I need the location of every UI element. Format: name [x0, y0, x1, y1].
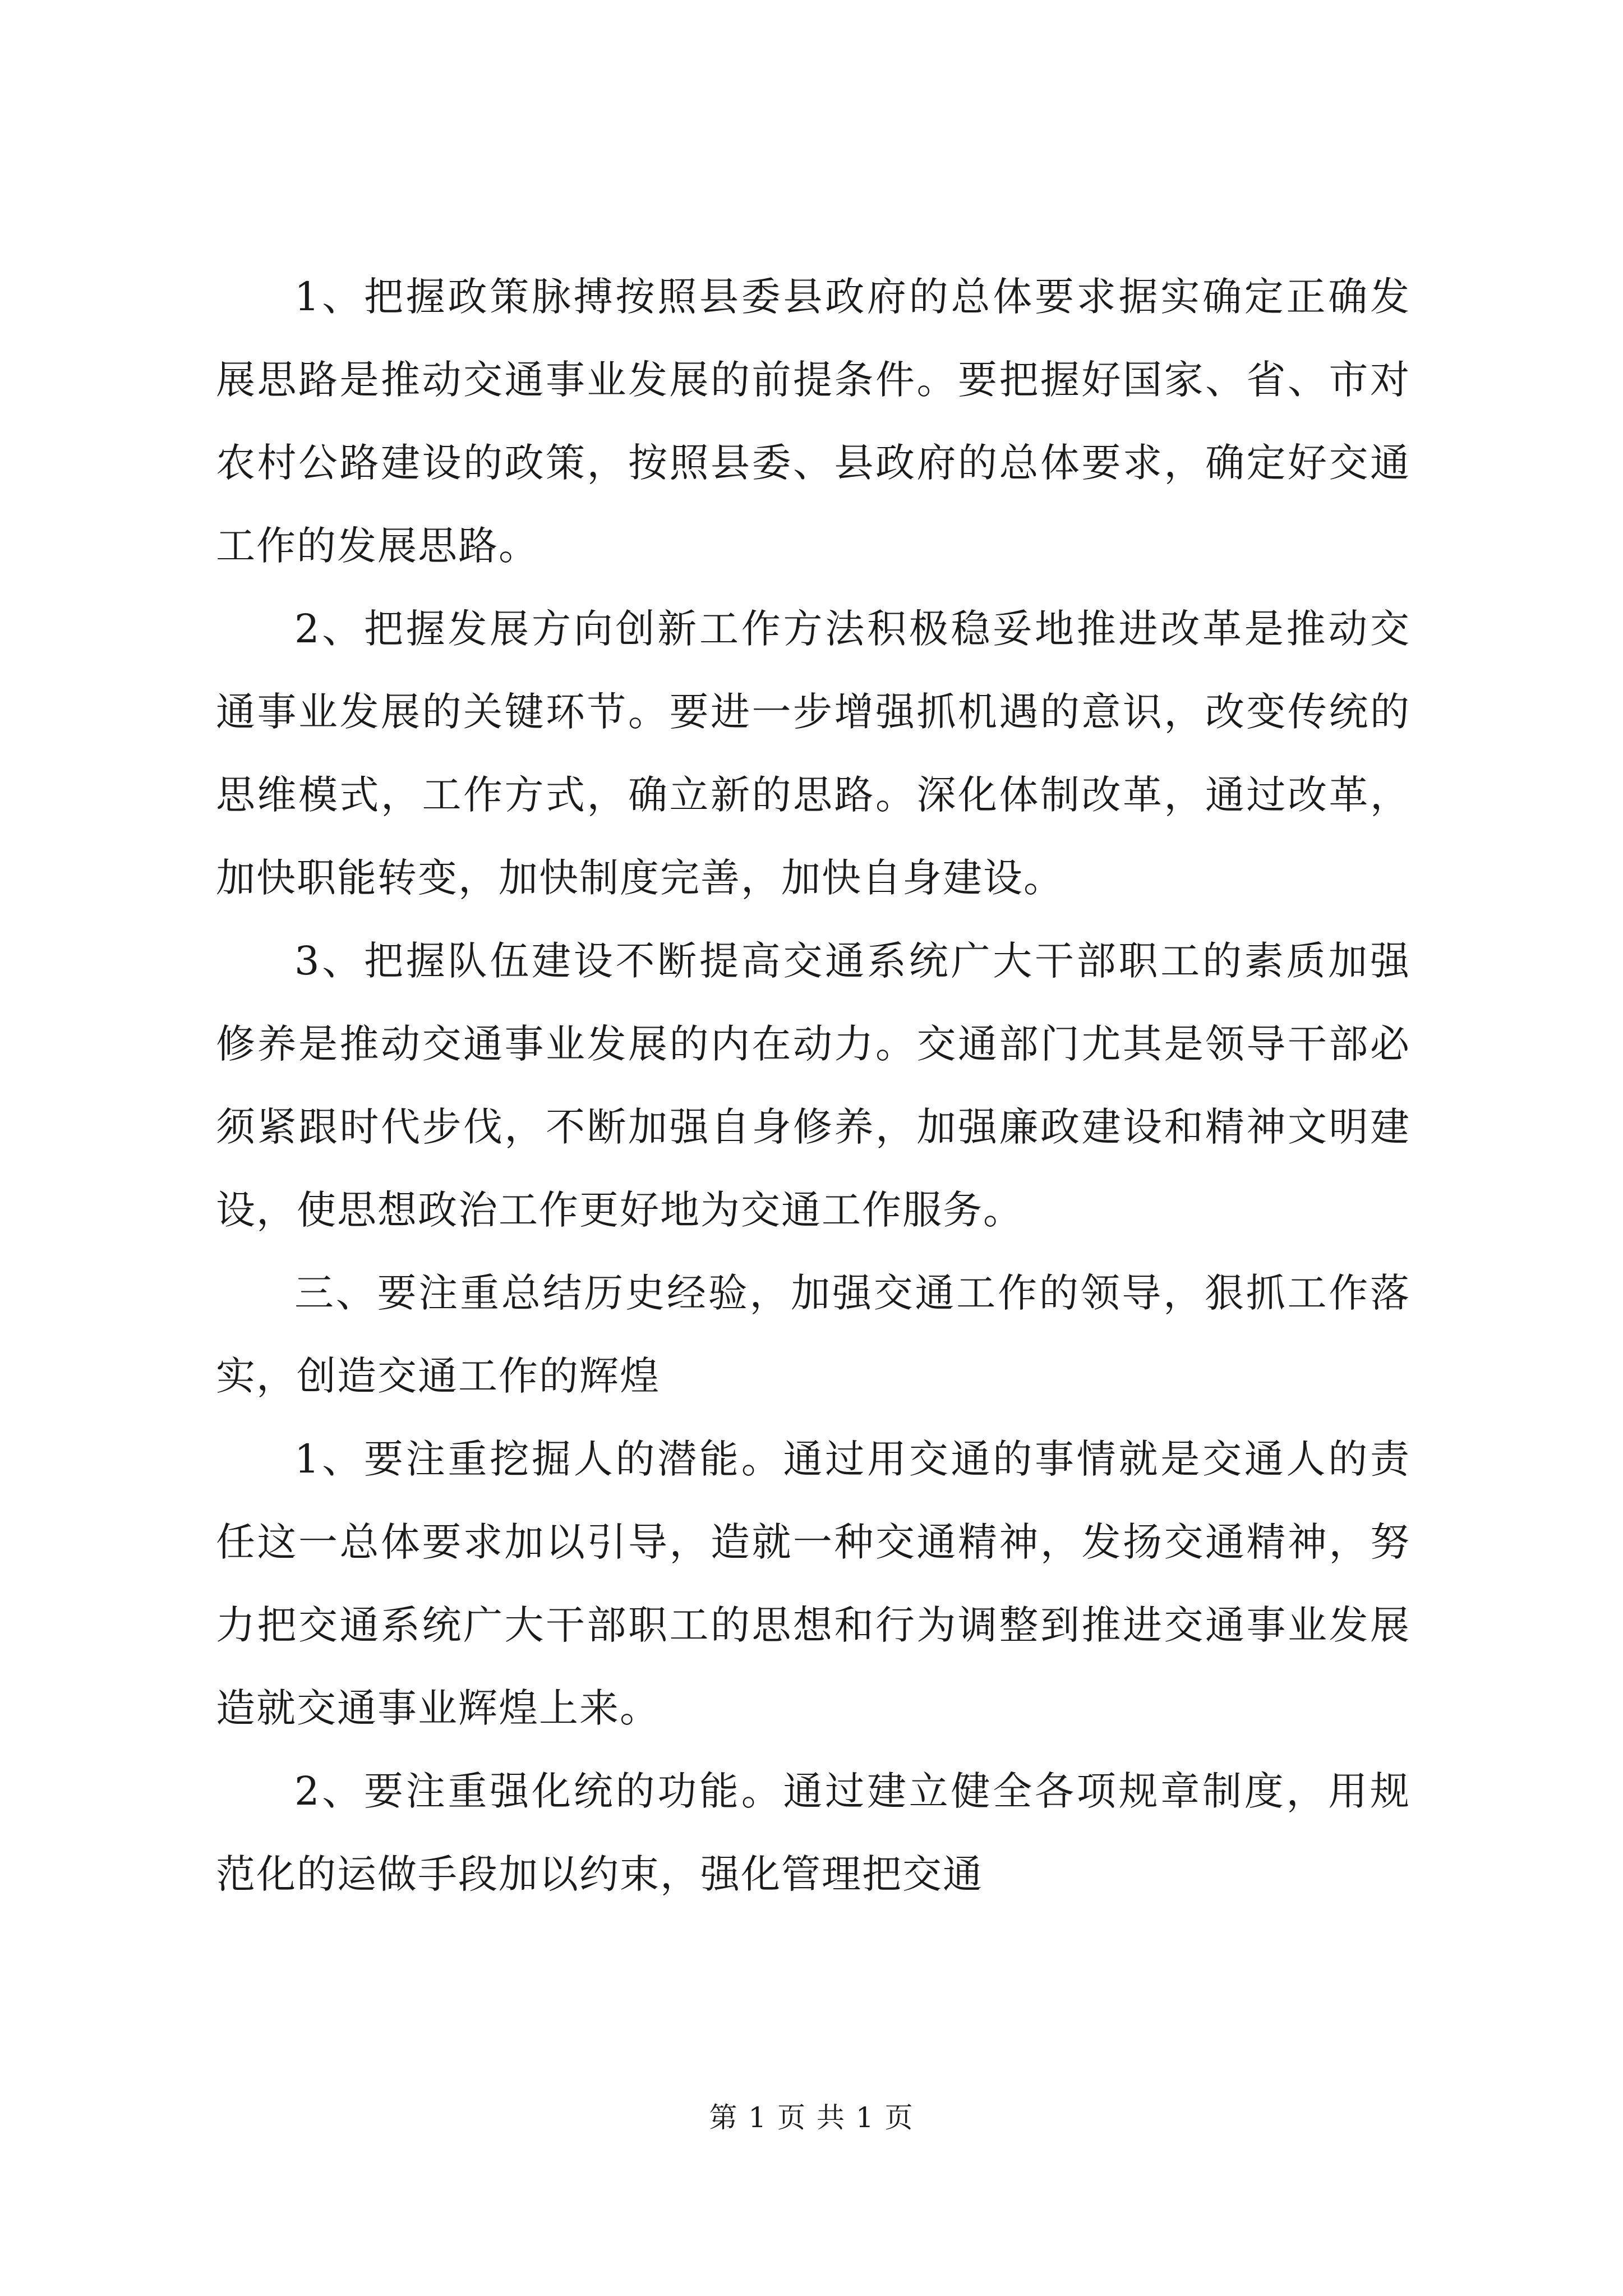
paragraph-5: 2、要注重强化统的功能。通过建立健全各项规章制度，用规范化的运做手段加以约束，强化管理把交通: [216, 1768, 1410, 1897]
paragraph-1: 1、把握政策脉搏按照县委县政府的总体要求据实确定正确发展思路是推动交通事业发展的前提条件。要把握好国家、省、市对农村公路建设的政策，按照县委、县政府的总体要求，确定好交通工作的发展思路。: [216, 274, 1410, 569]
paragraph-2: 2、把握发展方向创新工作方法积极稳妥地推进改革是推动交通事业发展的关键环节。要进一步增强抓机遇的意识，改变传统的思维模式，工作方式，确立新的思路。深化体制改革，通过改革，加快职能转变，加快制度完善，加快自身建设。: [216, 606, 1410, 901]
paragraph-3: 3、把握队伍建设不断提高交通系统广大干部职工的素质加强修养是推动交通事业发展的内在动力。交通部门尤其是领导干部必须紧跟时代步伐，不断加强自身修养，加强廉政建设和精神文明建设，使思想政治工作更好地为交通工作服务。: [216, 938, 1410, 1233]
paragraph-4: 1、要注重挖掘人的潜能。通过用交通的事情就是交通人的责任这一总体要求加以引导，造就一种交通精神，发扬交通精神，努力把交通系统广大干部职工的思想和行为调整到推进交通事业发展造就交通事业辉煌上来。: [216, 1436, 1410, 1731]
document-body: [216, 255, 1410, 1916]
page-footer: 第 1 页 共 1 页: [709, 2101, 914, 2134]
section-heading-3: 三、要注重总结历史经验，加强交通工作的领导，狠抓工作落实，创造交通工作的辉煌: [216, 1270, 1410, 1399]
